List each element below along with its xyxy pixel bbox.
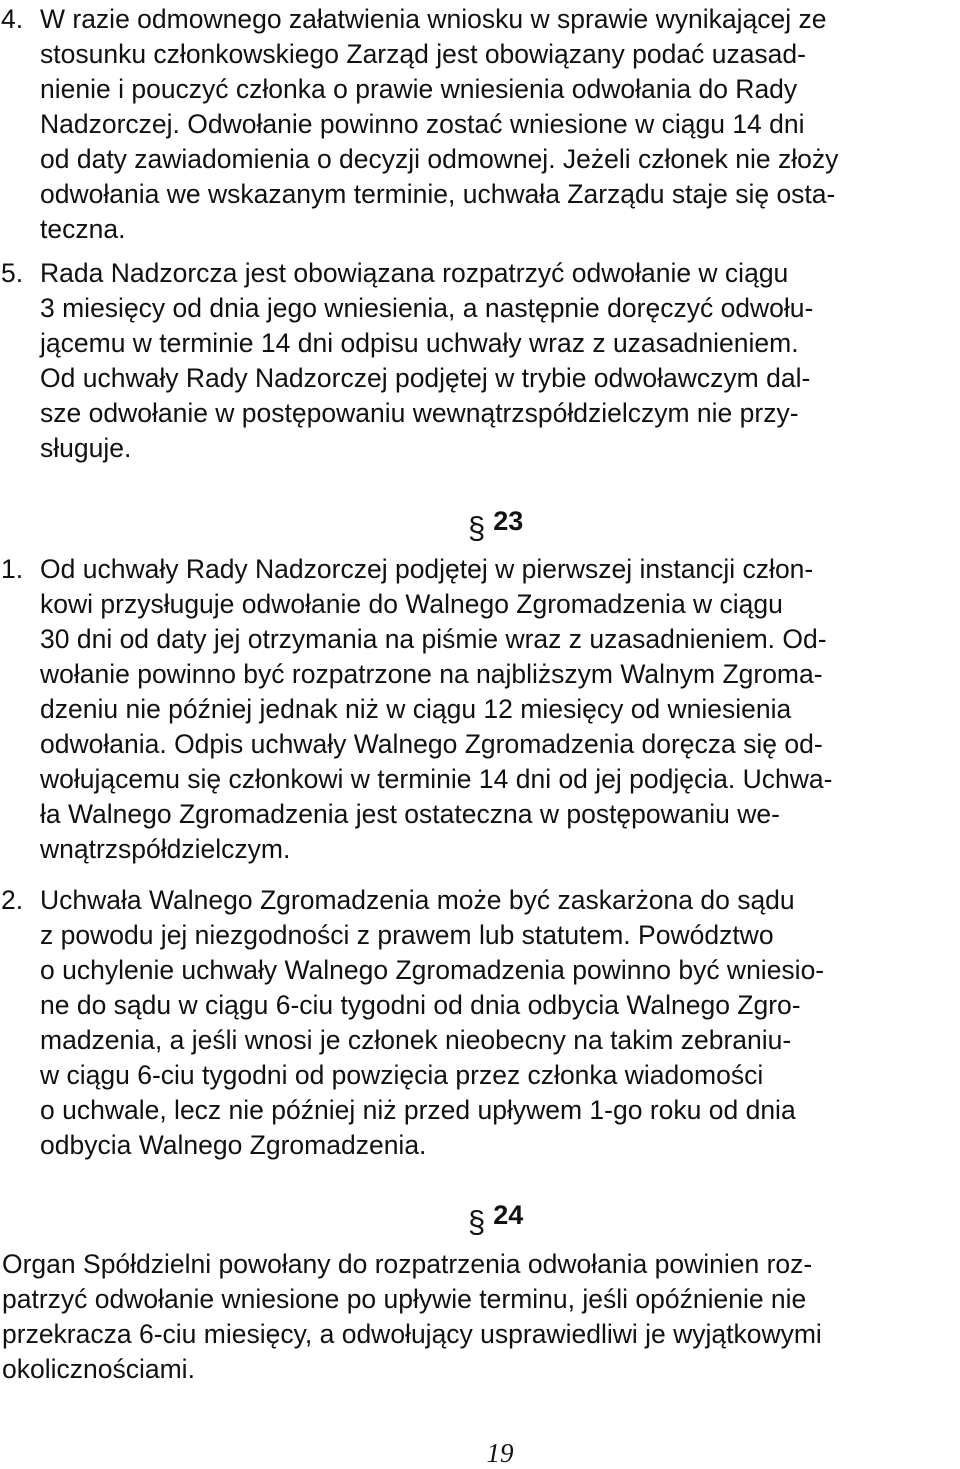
text-line: o uchylenie uchwały Walnego Zgromadzenia powinno być wniesio- — [40, 955, 825, 985]
text-line: przekracza 6-ciu miesięcy, a odwołujący usprawiedliwi je wyjątkowymi — [2, 1319, 822, 1349]
text-line: 30 dni od daty jej otrzymania na piśmie wraz z uzasadnieniem. Od- — [40, 624, 827, 654]
text-line: stosunku członkowskiego Zarząd jest obowiązany podać uzasad- — [40, 39, 806, 69]
text-line: Nadzorczej. Odwołanie powinno zostać wniesione w ciągu 14 dni — [40, 109, 805, 139]
text-line: Od uchwały Rady Nadzorczej podjętej w pierwszej instancji człon- — [40, 554, 814, 584]
page-footer — [0, 1437, 960, 1469]
text-line: odbycia Walnego Zgromadzenia. — [40, 1130, 427, 1160]
text-line: Rada Nadzorcza jest obowiązana rozpatrzyć odwołanie w ciągu — [40, 258, 789, 288]
item-text — [40, 552, 958, 867]
section-heading-23 — [468, 502, 524, 545]
item-number: 5. — [1, 258, 24, 288]
text-line: z powodu jej niezgodności z prawem lub statutem. Powództwo — [40, 920, 774, 950]
text-line: odwołania we wskazanym terminie, uchwała Zarządu staje się osta- — [40, 179, 836, 209]
text-line: Od uchwały Rady Nadzorczej podjętej w trybie odwoławczym dal- — [40, 363, 811, 393]
item-number: 2. — [1, 885, 24, 915]
text-line: wołanie powinno być rozpatrzone na najbliższym Walnym Zgroma- — [40, 659, 823, 689]
text-line: wołującemu się członkowi w terminie 14 dni od jej podjęcia. Uchwa- — [40, 764, 833, 794]
text-line: okolicznościami. — [2, 1354, 195, 1384]
item-number: 1. — [1, 554, 24, 584]
text-line: ła Walnego Zgromadzenia jest ostateczna w postępowaniu we- — [40, 799, 780, 829]
item-number: 4. — [1, 4, 24, 34]
text-line: jącemu w terminie 14 dni odpisu uchwały wraz z uzasadnieniem. — [40, 328, 799, 358]
section-heading-24 — [468, 1196, 524, 1239]
text-line: teczna. — [40, 214, 126, 244]
item-text — [40, 256, 958, 466]
text-line: dzeniu nie później jednak niż w ciągu 12 miesięcy od wniesienia — [40, 694, 792, 724]
page-number: 19 — [486, 1438, 514, 1468]
section-number: 23 — [493, 506, 524, 536]
text-line: sze odwołanie w postępowaniu wewnątrzspółdzielczym nie przy- — [40, 398, 799, 428]
section-number: 24 — [493, 1200, 524, 1230]
text-line: W razie odmownego załatwienia wniosku w sprawie wynikającej ze — [40, 4, 827, 34]
text-line: kowi przysługuje odwołanie do Walnego Zgromadzenia w ciągu — [40, 589, 783, 619]
text-line: wnątrzspółdzielczym. — [40, 834, 291, 864]
text-line: od daty zawiadomienia o decyzji odmownej. Jeżeli członek nie złoży — [40, 144, 839, 174]
section-symbol: § — [468, 1204, 486, 1239]
section-symbol: § — [468, 510, 486, 545]
text-line: ne do sądu w ciągu 6-ciu tygodni od dnia odbycia Walnego Zgro- — [40, 990, 801, 1020]
text-line: nienie i pouczyć członka o prawie wniesienia odwołania do Rady — [40, 74, 798, 104]
text-line: Organ Spółdzielni powołany do rozpatrzenia odwołania powinien roz- — [2, 1249, 813, 1279]
item-text — [40, 2, 958, 247]
text-line: sługuje. — [40, 433, 132, 463]
text-line: madzenia, a jeśli wnosi je członek nieobecny na takim zebraniu- — [40, 1025, 792, 1055]
text-line: odwołania. Odpis uchwały Walnego Zgromadzenia doręcza się od- — [40, 729, 823, 759]
text-line: Uchwała Walnego Zgromadzenia może być zaskarżona do sądu — [40, 885, 795, 915]
item-text — [40, 883, 958, 1163]
text-line: patrzyć odwołanie wniesione po upływie terminu, jeśli opóźnienie nie — [2, 1284, 807, 1314]
paragraph-24 — [2, 1247, 958, 1387]
text-line: o uchwale, lecz nie później niż przed upływem 1-go roku od dnia — [40, 1095, 796, 1125]
text-line: w ciągu 6-ciu tygodni od powzięcia przez członka wiadomości — [40, 1060, 764, 1090]
text-line: 3 miesięcy od dnia jego wniesienia, a następnie doręczyć odwołu- — [40, 293, 814, 323]
